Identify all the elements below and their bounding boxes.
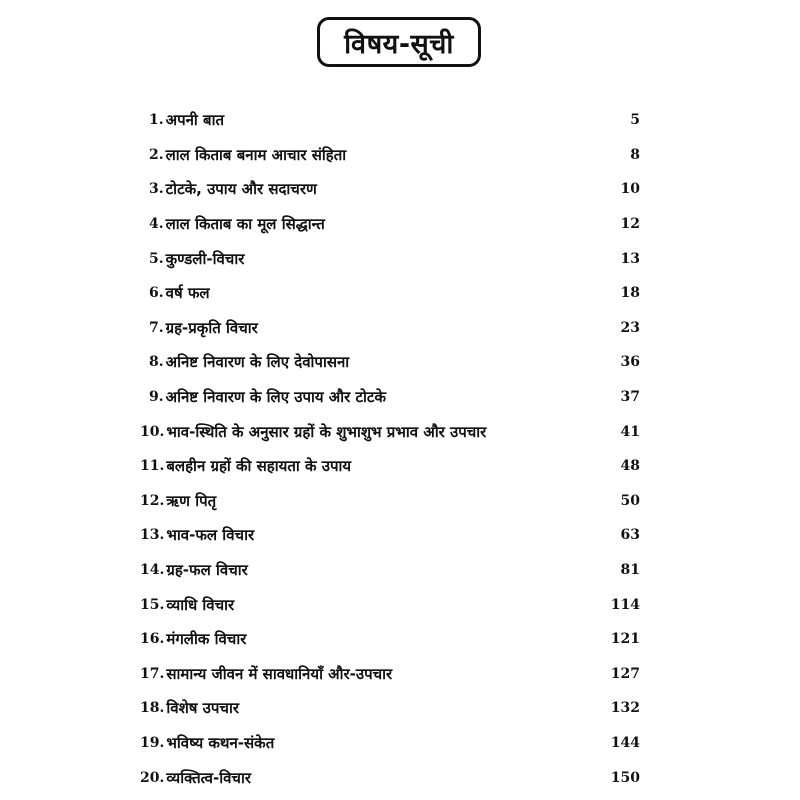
entry-title: भविष्य कथन-संकेत: [166, 733, 275, 752]
toc-entry: [140, 553, 640, 588]
entry-title: अनिष्ट निवारण के लिए उपाय और टोटके: [165, 388, 387, 407]
toc-entry: [140, 311, 640, 346]
entry-page: 37: [620, 389, 640, 406]
toc-entry: [140, 380, 640, 415]
entry-page: 50: [620, 492, 640, 509]
toc-entry: [140, 207, 640, 242]
entry-number: 18.: [140, 700, 165, 717]
entry-number: 1.: [149, 112, 164, 129]
entry-number: 2.: [149, 146, 164, 163]
entry-number: 6.: [149, 285, 164, 302]
entry-title: सामान्य जीवन में सावधानियाँ और-उपचार: [166, 664, 393, 683]
entry-number: 16.: [140, 631, 165, 648]
entry-title: ग्रह-फल विचार: [166, 561, 248, 580]
toc-entry: [140, 518, 640, 553]
toc-entry: [140, 449, 640, 484]
entry-number: 4.: [149, 216, 164, 233]
toc-entry: [140, 138, 640, 173]
entry-page: 8: [630, 146, 640, 163]
entry-number: 3.: [149, 181, 164, 198]
toc-entry: [140, 622, 640, 657]
entry-page: 13: [620, 250, 640, 267]
toc-entry: [140, 657, 640, 692]
entry-title: लाल किताब का मूल सिद्धान्त: [165, 215, 325, 234]
entry-title: अपनी बात: [165, 111, 225, 130]
entry-page: 48: [620, 458, 640, 475]
toc-entry: [140, 484, 640, 519]
entry-number: 8.: [149, 354, 164, 371]
entry-number: 7.: [149, 319, 164, 336]
entry-title: ग्रह-प्रकृति विचार: [165, 318, 258, 337]
entry-title: भाव-फल विचार: [166, 526, 255, 545]
entry-title: व्यक्तित्व-विचार: [166, 768, 251, 787]
toc-entry: [140, 760, 640, 795]
entry-page: 5: [630, 112, 640, 129]
entry-title: व्याधि विचार: [166, 595, 235, 614]
toc-entry: [140, 241, 640, 276]
toc-entry: [140, 691, 640, 726]
table-of-contents: [140, 103, 640, 795]
entry-title: ऋण पितृ: [166, 491, 217, 510]
entry-number: 20.: [140, 769, 165, 786]
toc-entry: [140, 276, 640, 311]
entry-number: 19.: [140, 734, 165, 751]
entry-number: 11.: [140, 458, 165, 475]
entry-title: टोटके, उपाय और सदाचरण: [165, 180, 317, 199]
entry-page: 10: [620, 181, 640, 198]
entry-number: 15.: [140, 596, 165, 613]
toc-entry: [140, 414, 640, 449]
entry-title: विशेष उपचार: [166, 699, 239, 718]
entry-title: कुण्डली-विचार: [165, 249, 245, 268]
toc-entry: [140, 587, 640, 622]
entry-number: 10.: [140, 423, 165, 440]
entry-number: 17.: [140, 665, 165, 682]
entry-title: अनिष्ट निवारण के लिए देवोपासना: [165, 353, 350, 372]
entry-number: 5.: [149, 250, 164, 267]
toc-entry: [140, 726, 640, 761]
entry-number: 9.: [149, 389, 164, 406]
page-title: विषय-सूची: [344, 28, 454, 60]
entry-title: भाव-स्थिति के अनुसार ग्रहों के शुभाशुभ प्रभाव और उपचार: [166, 422, 487, 441]
entry-number: 13.: [140, 527, 165, 544]
entry-number: 14.: [140, 562, 165, 579]
entry-page: 12: [620, 216, 640, 233]
entry-page: 18: [620, 285, 640, 302]
entry-page: 81: [620, 562, 640, 579]
entry-page: 23: [620, 319, 640, 336]
entry-page: 121: [610, 631, 640, 648]
entry-title: वर्ष फल: [165, 284, 210, 303]
entry-title: बलहीन ग्रहों की सहायता के उपाय: [166, 457, 352, 476]
entry-page: 41: [620, 423, 640, 440]
entry-number: 12.: [140, 492, 165, 509]
entry-page: 144: [610, 734, 640, 751]
entry-page: 127: [610, 665, 640, 682]
entry-title: मंगलीक विचार: [166, 630, 247, 649]
title-box: [317, 17, 481, 67]
entry-page: 36: [620, 354, 640, 371]
entry-page: 132: [610, 700, 640, 717]
entry-page: 114: [610, 596, 640, 613]
entry-page: 63: [620, 527, 640, 544]
toc-entry: [140, 172, 640, 207]
entry-page: 150: [610, 769, 640, 786]
entry-title: लाल किताब बनाम आचार संहिता: [165, 145, 347, 164]
toc-entry: [140, 345, 640, 380]
toc-entry: [140, 103, 640, 138]
